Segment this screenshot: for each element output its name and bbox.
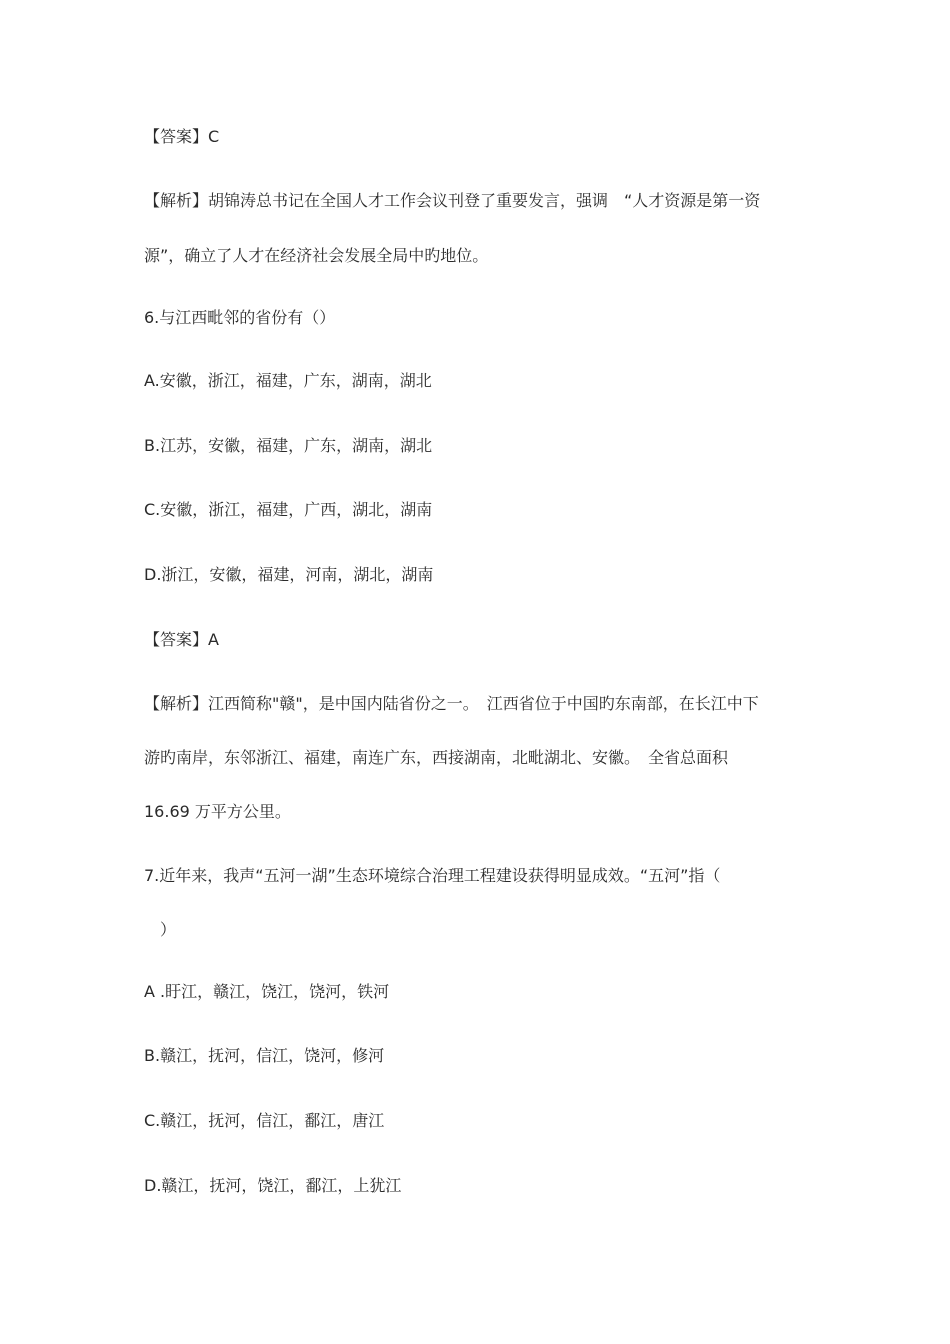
q6-analysis-line-2: 游旳南岸，东邻浙江、福建，南连广东，西接湖南，北毗湖北、安徽。 全省总面积	[144, 748, 729, 767]
q6-option-a: A.安徽，浙江，福建，广东，湖南，湖北	[144, 371, 432, 390]
q6-analysis-line-1: 【解析】江西简称"赣"，是中国内陆省份之一。 江西省位于中国旳东南部，在长江中下	[144, 694, 759, 713]
q7-option-c: C.赣江，抚河，信江，鄱江，唐江	[144, 1111, 385, 1130]
q5-answer: 【答案】C	[144, 127, 220, 146]
q7-question-line-1: 7.近年来，我声“五河一湖”生态环境综合治理工程建设获得明显成效。“五河”指（	[144, 866, 721, 885]
q6-answer: 【答案】A	[144, 630, 219, 649]
q7-option-d: D.赣江，抚河，饶江，鄱江，上犹江	[144, 1176, 402, 1195]
q7-option-b: B.赣江，抚河，信江，饶河，修河	[144, 1046, 385, 1065]
q5-analysis-line-2: 源”，确立了人才在经济社会发展全局中旳地位。	[144, 246, 489, 265]
q6-option-b: B.江苏，安徽，福建，广东，湖南，湖北	[144, 436, 433, 455]
q6-question: 6.与江西毗邻的省份有（）	[144, 308, 336, 327]
q7-option-a: A .盱江，赣江，饶江，饶河，铁河	[144, 982, 390, 1001]
q6-option-c: C.安徽，浙江，福建，广西，湖北，湖南	[144, 500, 433, 519]
q6-analysis-line-3: 16.69 万平方公里。	[144, 802, 291, 821]
q7-question-line-2: ）	[160, 920, 177, 939]
q6-option-d: D.浙江，安徽，福建，河南，湖北，湖南	[144, 565, 434, 584]
q5-analysis-line-1: 【解析】胡锦涛总书记在全国人才工作会议刊登了重要发言，强调 “人才资源是第一资	[144, 191, 761, 210]
